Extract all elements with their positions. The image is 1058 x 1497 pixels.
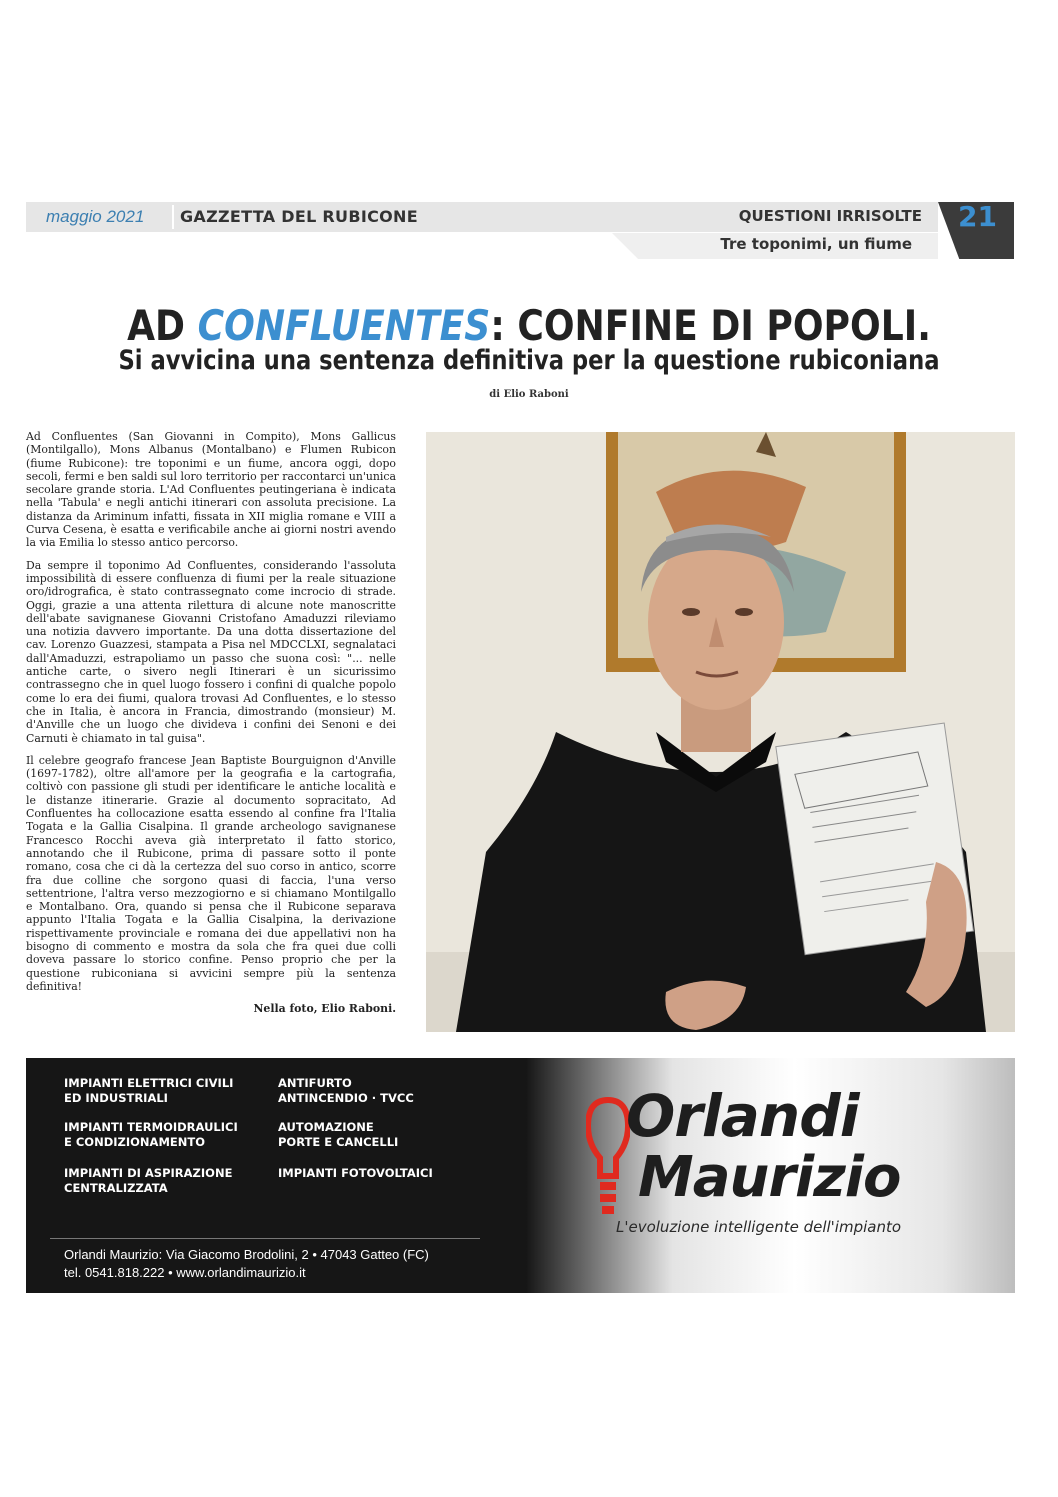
ad-service: [278, 1076, 414, 1106]
ad-service-line: ANTIFURTO: [278, 1076, 352, 1090]
header-divider: [172, 205, 174, 229]
article-paragraph: Ad Confluentes (San Giovanni in Compito), Mons Gallicus (Montilgallo), Mons Albanus (Montalbano) e Flumen Rubicon (fiume Rubicone): tre toponimi e un fiume, ancora oggi, dopo secoli, fermi e ben saldi sul loro territorio per raccontarci un'unica secolare grande storia. L'Ad Confluentes peutingeriana è indicata nella 'Tabula' e negli antichi itinerari con assoluta precisione. La distanza da Ariminum infatti, fissata in XII miglia romane e VIII a Curva Cesena, è esatta e verificabile anche ai giorni nostri avendo la via Emilia lo stesso antico percorso.: [26, 430, 396, 550]
lightbulb-icon: [586, 1096, 630, 1226]
ad-service-line: E CONDIZIONAMENTO: [64, 1135, 205, 1149]
article-title: [74, 302, 984, 350]
article-photo: [426, 432, 1015, 1032]
ad-service: [278, 1120, 398, 1150]
ad-service-line: AUTOMAZIONE: [278, 1120, 374, 1134]
section-title: QUESTIONI IRRISOLTE: [738, 207, 922, 225]
title-part-1: AD: [127, 301, 198, 350]
ad-service-line: CENTRALIZZATA: [64, 1181, 168, 1195]
photo-illustration: [426, 432, 1015, 1032]
article-paragraph: Il celebre geografo francese Jean Baptiste Bourguignon d'Anville (1697-1782), oltre all'amore per la geografia e la cartografia, coltivò con passione gli studi per identificare le antiche località e le distanze itinerarie. Grazie al documento sopracitato, Ad Confluentes ha collocazione esatta essendo al confine fra l'Italia Togata e la Gallia Cisalpina. Il grande archeologo savignanese Francesco Rocchi aveva già interpretato il fatto storico, annotando che il Rubicone, prima di passare sotto il ponte romano, cosa che ci dà la certezza del suo corso in antico, scorre fra due colline che sorgono quasi di faccia, l'una verso settentrione, l'altra verso mezzogiorno e si chiamano Montilgallo e Montalbano. Ora, quando si pensa che il Rubicone separava appunto l'Italia Togata e la Gallia Cisalpina, la derivazione rispettivamente provinciale e romana dei due appellativi non ha bisogno di commento e mostra da sola che fra quei due colli doveva passare lo storico confine. Penso proprio che per la questione rubiconiana si avvicini sempre più la sentenza definitiva!: [26, 753, 396, 993]
ad-company-name: Orlandi Maurizio:: [64, 1247, 163, 1262]
ad-service-line: IMPIANTI DI ASPIRAZIONE: [64, 1166, 233, 1180]
article-paragraph: Da sempre il toponimo Ad Confluentes, considerando l'assoluta impossibilità di essere confluenza di fiumi per la reale situazione oro/idrografica, è stato contrassegnato come incrocio di strade. Oggi, grazie a una attenta rilettura di alcune note manoscritte dell'abate savignanese Giovanni Cristofano Amaduzzi rileviamo una notizia davvero importante. Da una dotta dissertazione del cav. Lorenzo Guazzesi, stampata a Pisa nel MDCCLXI, segnalataci dall'Amaduzzi, estrapoliamo un passo che suona così: "... nelle antiche carte, o sivero negli Itinerari è un sicurissimo contrassegno che in quel luogo fossero i confini di qualche popolo come lo era dei fiumi, qualora trovasi Ad Confluentes, e lo stesso che in Italia, è ancora in Francia, dimostrando (monsieur) M. d'Anville che un luogo che divideva i confini dei Senoni e dei Carnuti è chiamato in tal guisa".: [26, 558, 396, 745]
advertisement: [26, 1058, 1015, 1293]
ad-brand-line-1: Orlandi: [626, 1082, 859, 1150]
ad-service-line: IMPIANTI TERMOIDRAULICI: [64, 1120, 238, 1134]
ad-service-line: IMPIANTI ELETTRICI CIVILI: [64, 1076, 234, 1090]
page-number: 21: [958, 200, 997, 233]
ad-contact: [64, 1246, 429, 1282]
ad-service-line: IMPIANTI FOTOVOLTAICI: [278, 1166, 433, 1180]
article-body: [26, 430, 396, 1015]
article-byline: di Elio Raboni: [489, 389, 569, 400]
ad-address: Via Giacomo Brodolini, 2 • 47043 Gatteo (FC): [165, 1247, 429, 1262]
title-accent: CONFLUENTES: [197, 301, 491, 350]
ad-service-line: PORTE E CANCELLI: [278, 1135, 399, 1149]
ad-phone-web: tel. 0541.818.222 • www.orlandimaurizio.it: [64, 1265, 306, 1280]
photo-caption: Nella foto, Elio Raboni.: [253, 1002, 396, 1016]
ad-service: [64, 1076, 233, 1106]
article-subtitle: Si avvicina una sentenza definitiva per la questione rubiconiana: [118, 345, 940, 376]
ad-divider: [50, 1238, 480, 1239]
issue-date: maggio 2021: [46, 207, 145, 226]
ad-service-line: ANTINCENDIO · TVCC: [278, 1091, 414, 1105]
subsection-title: Tre toponimi, un fiume: [720, 235, 912, 253]
ad-service: [278, 1166, 433, 1181]
ad-service: [64, 1166, 232, 1196]
ad-brand-line-2: Maurizio: [638, 1145, 901, 1210]
newspaper-name: GAZZETTA DEL RUBICONE: [180, 207, 418, 226]
ad-service-line: ED INDUSTRIALI: [64, 1091, 168, 1105]
title-part-2: : CONFINE DI POPOLI.: [490, 301, 931, 350]
ad-tagline: L'evoluzione intelligente dell'impianto: [616, 1218, 902, 1236]
ad-address-line: [64, 1246, 429, 1264]
ad-service: [64, 1120, 238, 1150]
